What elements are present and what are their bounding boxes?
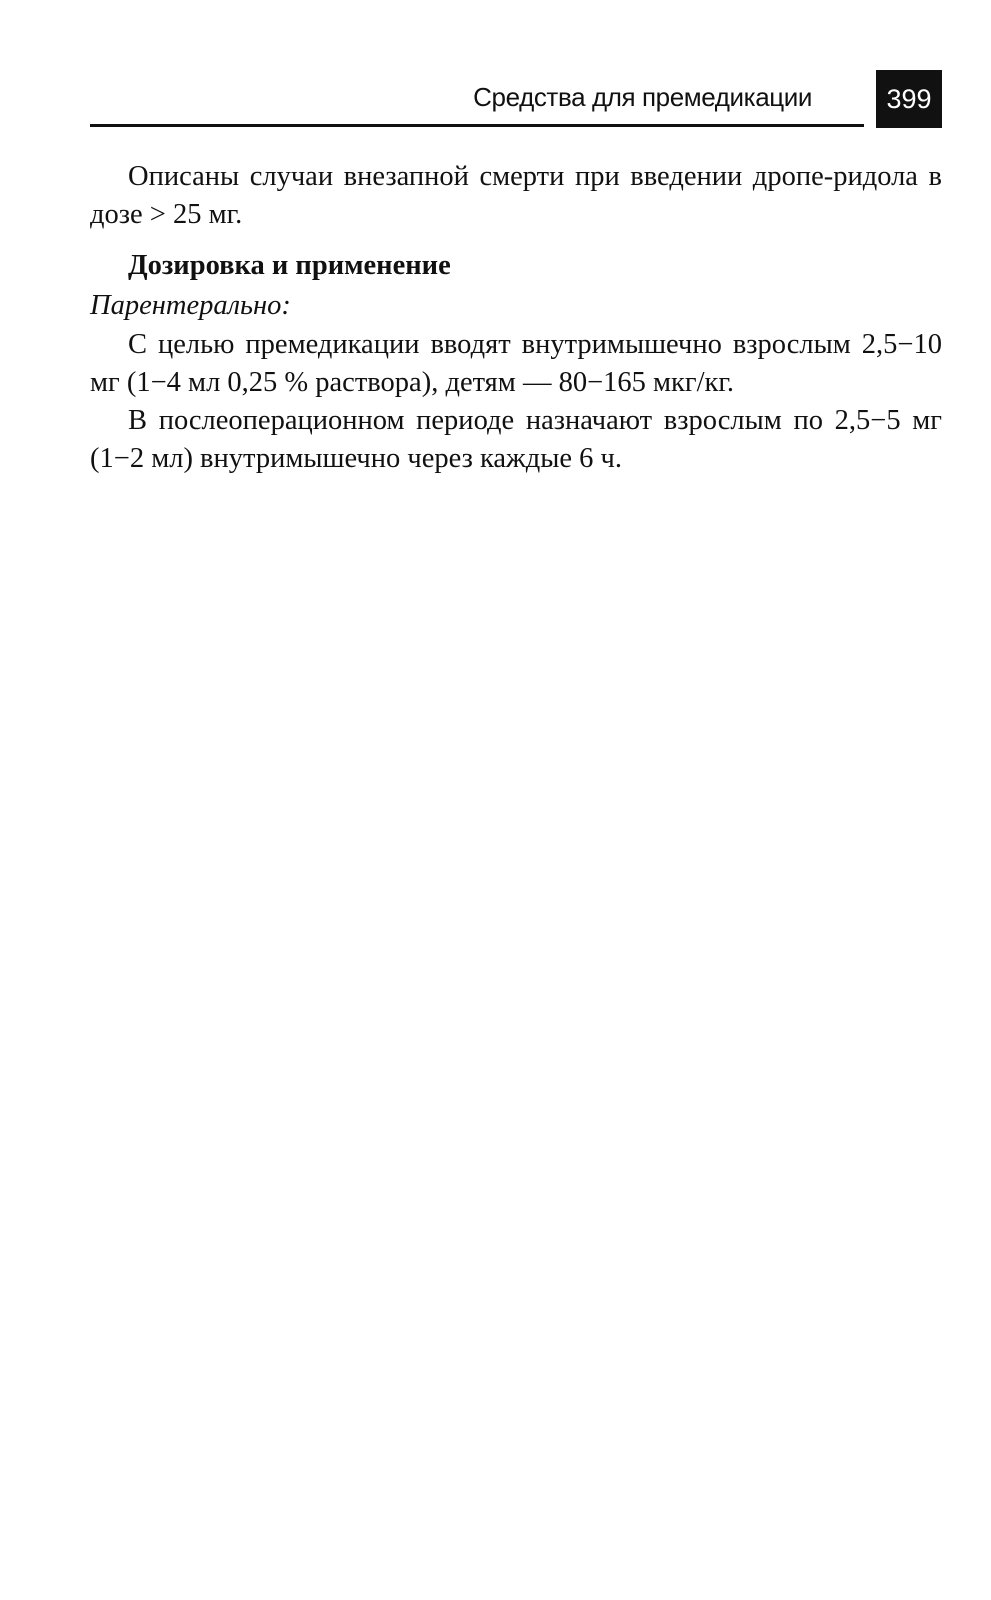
running-header-title: Средства для премедикации: [473, 82, 812, 112]
header-rule: [90, 124, 864, 127]
running-header: [90, 68, 942, 130]
section-heading-dosage: Дозировка и применение: [128, 250, 451, 281]
paragraph-postoperative-dose: В послеоперационном периоде назначают взрослым по 2,5−5 мг (1−2 мл) внутримышечно через каждые 6 ч.: [90, 405, 942, 474]
page-number: 399: [876, 70, 942, 128]
subheading-parenteral: Парентерально:: [90, 290, 291, 321]
paragraph-premedication-dose: С целью премедикации вводят внутримышечно взрослым 2,5−10 мг (1−4 мл 0,25 % раствора), детям — 80−165 мкг/кг.: [90, 329, 942, 398]
page-body: [90, 158, 942, 478]
paragraph-sudden-death: Описаны случаи внезапной смерти при введении дропе-ридола в дозе > 25 мг.: [90, 161, 942, 230]
